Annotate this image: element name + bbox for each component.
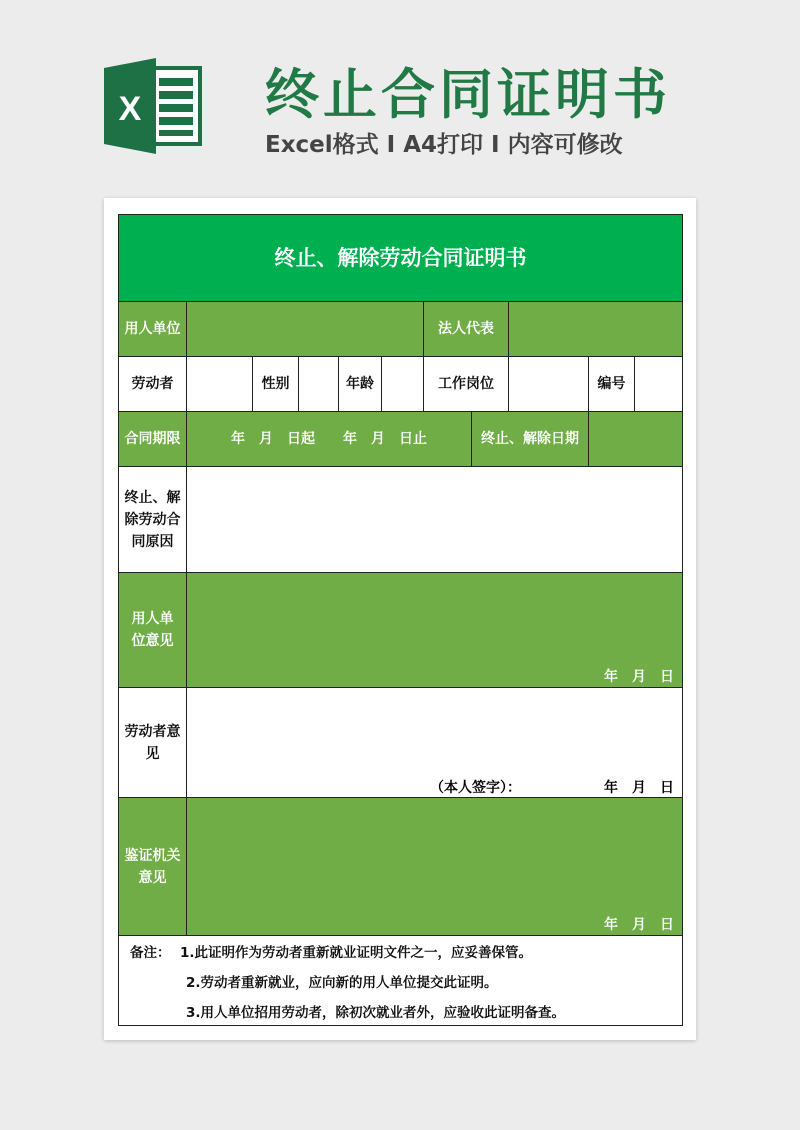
employer-field[interactable] [186,301,424,357]
number-label: 编号 [588,356,635,412]
term-label: 合同期限 [118,411,187,467]
position-field[interactable] [508,356,589,412]
legal-rep-field[interactable] [508,301,683,357]
age-label: 年龄 [338,356,382,412]
term-field[interactable]: 年 月 日起 年 月 日止 [186,411,472,467]
worker-label: 劳动者 [118,356,187,412]
signature-label: （本人签字）： [430,780,521,796]
employer-opinion-label: 用人单位意见 [118,572,187,688]
reason-field[interactable] [186,466,683,573]
page-subtitle: Excel格式 I A4打印 I 内容可修改 [265,132,623,158]
form-title: 终止、解除劳动合同证明书 [118,214,683,302]
end-date-label: 终止、解除日期 [471,411,589,467]
employer-opinion-date: 年 月 日 [604,669,674,685]
authority-opinion-date: 年 月 日 [604,917,674,933]
excel-logo-icon [104,58,202,154]
gender-label: 性别 [252,356,299,412]
note-item: 2.劳动者重新就业，应向新的用人单位提交此证明。 [186,975,498,991]
employer-label: 用人单位 [118,301,187,357]
number-field[interactable] [634,356,683,412]
end-date-field[interactable] [588,411,683,467]
gender-field[interactable] [298,356,339,412]
reason-label: 终止、解除劳动合同原因 [118,466,187,573]
age-field[interactable] [381,356,424,412]
authority-opinion-label: 鉴证机关意见 [118,797,187,936]
worker-opinion-label: 劳动者意见 [118,687,187,798]
legal-rep-label: 法人代表 [423,301,509,357]
worker-opinion-date: 年 月 日 [604,780,674,796]
note-item: 1.此证明作为劳动者重新就业证明文件之一，应妥善保管。 [180,945,533,961]
svg-text:X: X [118,90,142,128]
notes-label: 备注： [130,945,171,961]
page-title: 终止合同证明书 [265,63,671,126]
position-label: 工作岗位 [423,356,509,412]
worker-field[interactable] [186,356,253,412]
note-item: 3.用人单位招用劳动者，除初次就业者外，应验收此证明备查。 [186,1005,566,1021]
